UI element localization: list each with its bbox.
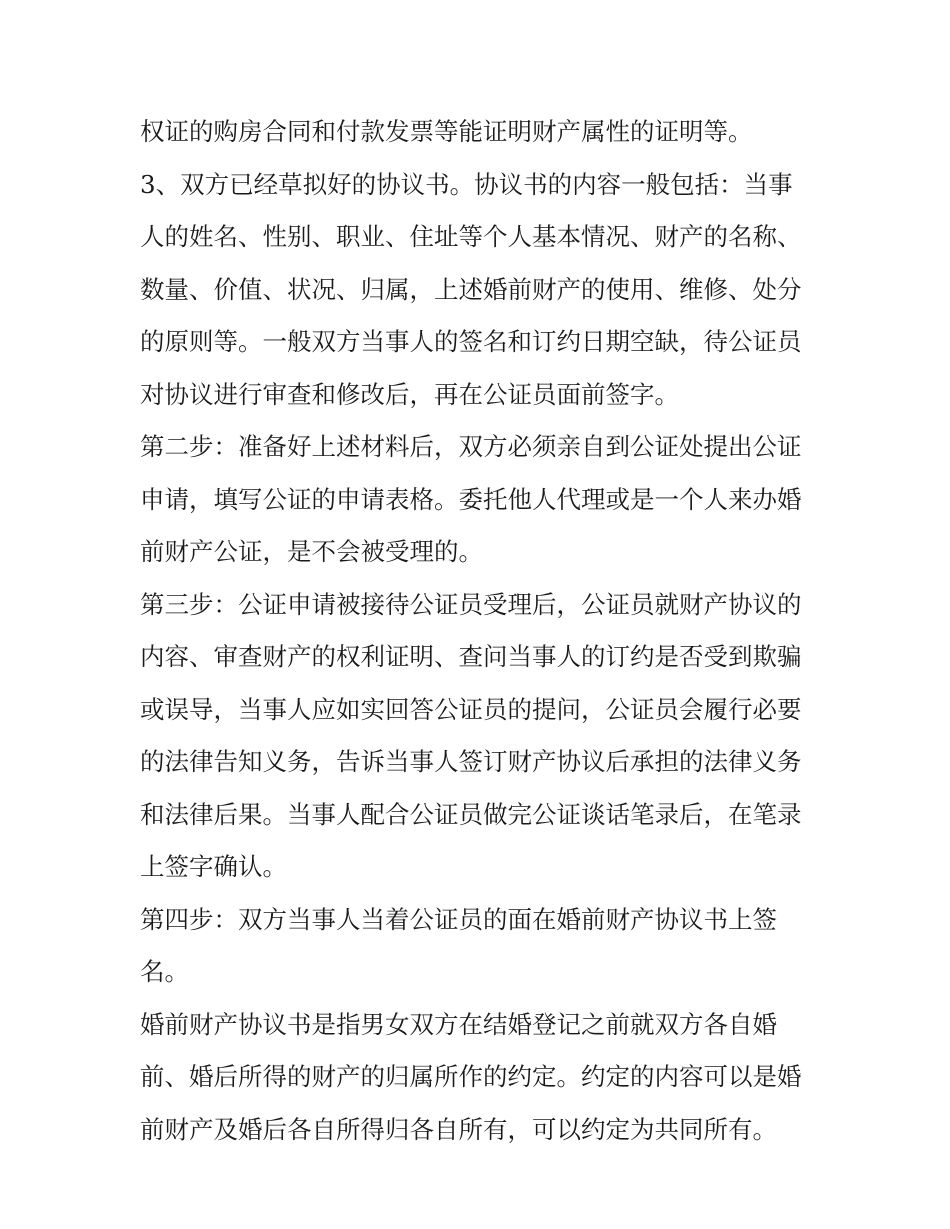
text-line: 数量、价值、状况、归属，上述婚前财产的使用、维修、处分: [140, 274, 802, 304]
text-line: 上签字确认。: [140, 852, 287, 881]
text-line: 前、婚后所得的财产的归属所作的约定。约定的内容可以是婚: [140, 1062, 802, 1091]
text-line: 3、双方已经草拟好的协议书。协议书的内容一般包括：当事: [140, 169, 793, 199]
text-line: 名。: [140, 957, 189, 986]
text-line: 第二步：准备好上述材料后，双方必须亲自到公证处提出公证: [140, 432, 802, 461]
text-line: 对协议进行审查和修改后，再在公证员面前签字。: [140, 379, 679, 409]
text-line: 的原则等。一般双方当事人的签名和订约日期空缺，待公证员: [140, 327, 802, 356]
text-line: 申请，填写公证的申请表格。委托他人代理或是一个人来办婚: [140, 484, 802, 514]
text-line: 第四步：双方当事人当着公证员的面在婚前财产协议书上签: [140, 904, 777, 934]
text-line: 第三步：公证申请被接待公证员受理后，公证员就财产协议的: [140, 589, 802, 619]
text-line: 或误导，当事人应如实回答公证员的提问，公证员会履行必要: [140, 694, 802, 724]
text-line: 权证的购房合同和付款发票等能证明财产属性的证明等。: [140, 117, 753, 146]
text-line: 和法律后果。当事人配合公证员做完公证谈话笔录后，在笔录: [140, 799, 802, 829]
document-body: [140, 106, 820, 1156]
text-line: 人的姓名、性别、职业、住址等个人基本情况、财产的名称、: [140, 222, 802, 251]
text-line: 内容、审查财产的权利证明、查问当事人的订约是否受到欺骗: [140, 642, 802, 671]
text-line: 前财产公证，是不会被受理的。: [140, 537, 483, 566]
text-line: 婚前财产协议书是指男女双方在结婚登记之前就双方各自婚: [140, 1009, 777, 1039]
text-line: 前财产及婚后各自所得归各自所有，可以约定为共同所有。: [140, 1114, 777, 1144]
text-line: 的法律告知义务，告诉当事人签订财产协议后承担的法律义务: [140, 747, 802, 776]
